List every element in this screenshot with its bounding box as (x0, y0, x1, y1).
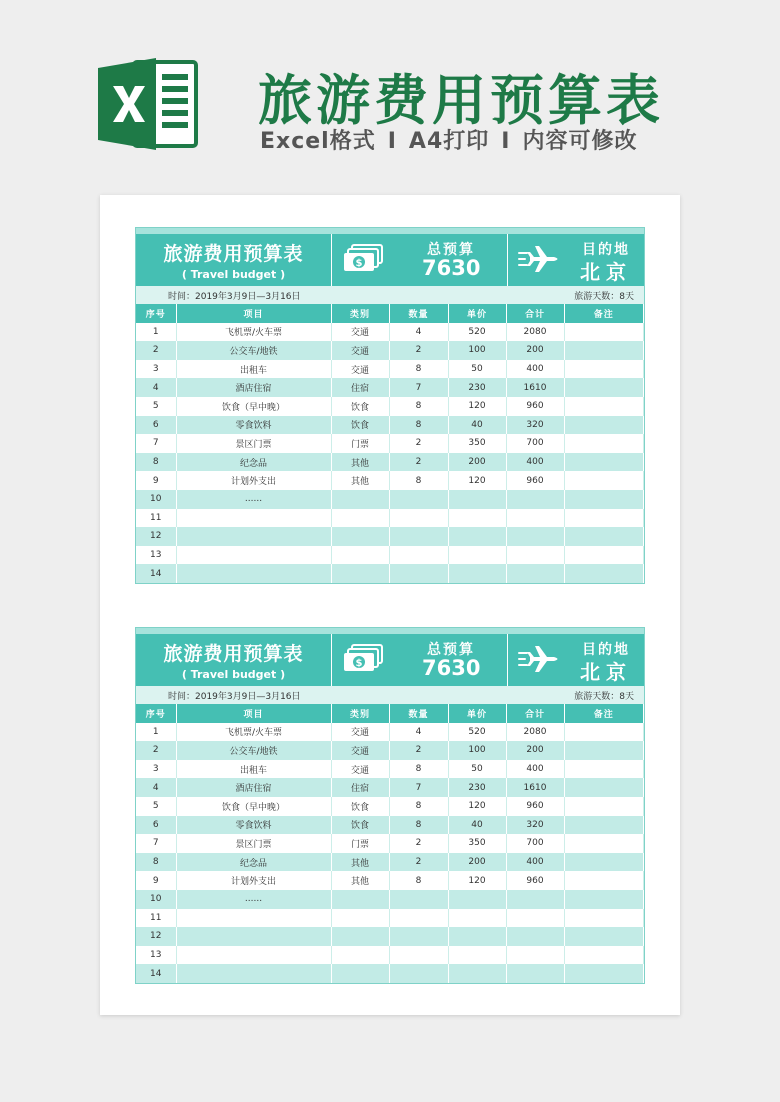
table-cell: 120 (448, 797, 506, 816)
money-icon (342, 244, 384, 274)
col-header: 数量 (389, 704, 448, 723)
table-cell (564, 723, 644, 742)
table-cell: 13 (136, 546, 176, 565)
table-cell: 2 (389, 434, 448, 453)
table-cell (331, 509, 389, 528)
table-cell (506, 564, 564, 583)
table-cell: 门票 (331, 834, 389, 853)
col-header: 类别 (331, 304, 389, 323)
col-header: 序号 (136, 304, 176, 323)
table-cell (564, 564, 644, 583)
table-cell (389, 927, 448, 946)
table-cell: 纪念品 (176, 853, 331, 872)
table-cell: 零食饮料 (176, 816, 331, 835)
table-cell: 交通 (331, 341, 389, 360)
table-cell (448, 490, 506, 509)
table-cell: 其他 (331, 853, 389, 872)
sheet-title-block (136, 234, 332, 286)
destination-value: 北京 (580, 260, 632, 284)
col-header: 合计 (506, 704, 564, 723)
trip-time: 时间：2019年3月9日—3月16日 (168, 691, 301, 702)
table-cell: 4 (389, 323, 448, 342)
table-row (136, 323, 644, 342)
table-row (136, 378, 644, 397)
table-cell: 其他 (331, 471, 389, 490)
table-cell: 酒店住宿 (176, 778, 331, 797)
table-cell: 住宿 (331, 378, 389, 397)
table-cell: 景区门票 (176, 434, 331, 453)
table-body (136, 323, 644, 583)
col-header: 合计 (506, 304, 564, 323)
table-cell (331, 964, 389, 983)
table-cell: 饮食 (331, 797, 389, 816)
table-cell: 2 (389, 741, 448, 760)
destination-block (508, 634, 644, 686)
table-cell: 320 (506, 816, 564, 835)
table-cell: 230 (448, 378, 506, 397)
table-cell (176, 527, 331, 546)
table-row (136, 471, 644, 490)
table-cell: 3 (136, 360, 176, 379)
table-cell: 50 (448, 360, 506, 379)
table-cell: 2 (389, 341, 448, 360)
col-header: 数量 (389, 304, 448, 323)
table-cell (506, 909, 564, 928)
sheet-header (136, 234, 644, 286)
table-cell: 320 (506, 416, 564, 435)
table-cell (564, 760, 644, 779)
table-cell: 7 (136, 834, 176, 853)
table-cell (564, 416, 644, 435)
table-cell (389, 527, 448, 546)
table-cell: 400 (506, 760, 564, 779)
table-cell: 10 (136, 890, 176, 909)
table-cell (331, 546, 389, 565)
banner (0, 0, 780, 190)
table-cell: 7 (389, 378, 448, 397)
table-cell: 350 (448, 834, 506, 853)
table-cell (564, 453, 644, 472)
table-cell (564, 778, 644, 797)
budget-table (136, 304, 644, 583)
subtitle-print: A4打印 (408, 129, 490, 154)
table-cell: 8 (389, 416, 448, 435)
table-cell: 6 (136, 416, 176, 435)
table-row (136, 397, 644, 416)
table-cell: 8 (389, 471, 448, 490)
table-cell: 交通 (331, 360, 389, 379)
info-row (136, 686, 644, 704)
table-cell: 饮食 (331, 416, 389, 435)
table-row (136, 890, 644, 909)
table-row (136, 927, 644, 946)
info-row (136, 286, 644, 304)
table-cell: 520 (448, 323, 506, 342)
table-cell: 11 (136, 909, 176, 928)
table-row (136, 527, 644, 546)
table-cell (506, 546, 564, 565)
table-cell (506, 964, 564, 983)
table-cell: 2080 (506, 723, 564, 742)
sheet-subtitle: ( Travel budget ) (181, 268, 286, 281)
table-cell (176, 546, 331, 565)
table-cell: 230 (448, 778, 506, 797)
table-cell (389, 909, 448, 928)
budget-value: 7630 (422, 256, 481, 280)
table-cell (564, 927, 644, 946)
table-cell (564, 741, 644, 760)
table-cell: 饮食 (331, 397, 389, 416)
table-cell (448, 964, 506, 983)
table-cell: 5 (136, 797, 176, 816)
table-cell: 40 (448, 416, 506, 435)
table-cell: 公交车/地铁 (176, 341, 331, 360)
table-cell: 13 (136, 946, 176, 965)
table-cell: 700 (506, 834, 564, 853)
table-cell: 4 (136, 778, 176, 797)
table-row (136, 434, 644, 453)
table-row (136, 360, 644, 379)
budget-value: 7630 (422, 656, 481, 680)
table-row (136, 509, 644, 528)
table-cell (331, 527, 389, 546)
table-body (136, 723, 644, 983)
table-cell: 其他 (331, 871, 389, 890)
table-row (136, 546, 644, 565)
table-cell (389, 890, 448, 909)
table-cell (564, 964, 644, 983)
table-cell: 2 (389, 834, 448, 853)
table-cell: 350 (448, 434, 506, 453)
sheet-subtitle: ( Travel budget ) (181, 668, 286, 681)
budget-label: 总预算 (427, 242, 475, 258)
money-icon (342, 644, 384, 674)
table-cell: 1610 (506, 778, 564, 797)
table-cell: 交通 (331, 760, 389, 779)
table-cell (176, 909, 331, 928)
table-cell: 饮食 (331, 816, 389, 835)
table-cell (448, 546, 506, 565)
col-header: 项目 (176, 304, 331, 323)
table-row (136, 909, 644, 928)
table-cell: 5 (136, 397, 176, 416)
table-cell (448, 509, 506, 528)
table-cell (564, 360, 644, 379)
table-cell: 饮食（早中晚） (176, 797, 331, 816)
table-cell: 纪念品 (176, 453, 331, 472)
table-cell: 2 (389, 853, 448, 872)
table-row (136, 760, 644, 779)
table-row (136, 853, 644, 872)
table-cell: 8 (389, 816, 448, 835)
table-cell (176, 564, 331, 583)
table-cell (389, 564, 448, 583)
table-cell: 7 (136, 434, 176, 453)
budget-table (136, 704, 644, 983)
table-cell: 飞机票/火车票 (176, 723, 331, 742)
table-cell: 8 (389, 797, 448, 816)
table-row (136, 871, 644, 890)
table-cell: 计划外支出 (176, 471, 331, 490)
table-cell: 交通 (331, 323, 389, 342)
table-cell: 公交车/地铁 (176, 741, 331, 760)
table-row (136, 564, 644, 583)
table-cell: 景区门票 (176, 834, 331, 853)
table-cell (448, 527, 506, 546)
destination-label: 目的地 (582, 242, 630, 258)
sheet-title: 旅游费用预算表 (163, 243, 304, 265)
table-cell (506, 927, 564, 946)
table-cell (448, 946, 506, 965)
svg-text:$: $ (355, 258, 363, 269)
table-cell: 100 (448, 341, 506, 360)
table-cell: 12 (136, 527, 176, 546)
table-cell: 8 (389, 871, 448, 890)
col-header: 单价 (448, 704, 506, 723)
table-cell: 1 (136, 323, 176, 342)
table-cell: 14 (136, 964, 176, 983)
table-cell: 1 (136, 723, 176, 742)
table-cell: 9 (136, 471, 176, 490)
table-cell: 960 (506, 397, 564, 416)
table-cell: 120 (448, 471, 506, 490)
budget-label: 总预算 (427, 642, 475, 658)
table-cell: 200 (448, 853, 506, 872)
sheet-title: 旅游费用预算表 (163, 643, 304, 665)
table-cell (506, 490, 564, 509)
table-cell: 其他 (331, 453, 389, 472)
subtitle-separator: I (501, 129, 511, 154)
table-cell: 2 (389, 453, 448, 472)
table-cell (564, 341, 644, 360)
table-row (136, 453, 644, 472)
table-header-row (136, 704, 644, 723)
budget-sheet (135, 627, 645, 984)
table-cell: 交通 (331, 723, 389, 742)
sheet-header (136, 634, 644, 686)
col-header: 单价 (448, 304, 506, 323)
table-cell (389, 946, 448, 965)
budget-block (332, 234, 508, 286)
table-cell: 14 (136, 564, 176, 583)
table-cell: 8 (389, 760, 448, 779)
table-cell: 出租车 (176, 760, 331, 779)
budget-sheet (135, 227, 645, 584)
table-header-row (136, 304, 644, 323)
table-cell (506, 509, 564, 528)
table-cell: 7 (389, 778, 448, 797)
col-header: 备注 (564, 704, 644, 723)
table-cell (506, 527, 564, 546)
table-cell (176, 509, 331, 528)
table-cell (506, 890, 564, 909)
svg-text:$: $ (355, 658, 363, 669)
table-cell: 1610 (506, 378, 564, 397)
table-cell (331, 909, 389, 928)
sheet-title-block (136, 634, 332, 686)
table-row (136, 816, 644, 835)
table-cell: 50 (448, 760, 506, 779)
table-cell: 8 (136, 853, 176, 872)
table-cell: ...... (176, 890, 331, 909)
table-cell (331, 946, 389, 965)
table-cell (564, 490, 644, 509)
subtitle-editable: 内容可修改 (522, 129, 638, 154)
table-cell (389, 964, 448, 983)
table-cell: 400 (506, 360, 564, 379)
table-cell: 零食饮料 (176, 416, 331, 435)
table-cell: 40 (448, 816, 506, 835)
table-row (136, 778, 644, 797)
table-row (136, 741, 644, 760)
table-cell (448, 564, 506, 583)
table-cell: 10 (136, 490, 176, 509)
table-cell (389, 509, 448, 528)
table-cell (564, 816, 644, 835)
trip-days: 旅游天数：8天 (574, 691, 634, 702)
table-cell (564, 546, 644, 565)
destination-label: 目的地 (582, 642, 630, 658)
table-cell (448, 927, 506, 946)
table-cell (331, 564, 389, 583)
table-cell (564, 946, 644, 965)
table-cell (448, 909, 506, 928)
trip-time: 时间：2019年3月9日—3月16日 (168, 291, 301, 302)
table-cell: 200 (506, 341, 564, 360)
table-cell: 出租车 (176, 360, 331, 379)
table-cell: 700 (506, 434, 564, 453)
table-cell: 8 (389, 360, 448, 379)
table-cell: 120 (448, 397, 506, 416)
table-cell: 4 (136, 378, 176, 397)
table-cell (564, 323, 644, 342)
table-cell (564, 527, 644, 546)
page-title: 旅游费用预算表 (258, 69, 664, 132)
table-cell: 200 (448, 453, 506, 472)
col-header: 类别 (331, 704, 389, 723)
table-cell (564, 378, 644, 397)
table-cell: 饮食（早中晚） (176, 397, 331, 416)
table-cell: 520 (448, 723, 506, 742)
table-cell (564, 871, 644, 890)
table-cell: 住宿 (331, 778, 389, 797)
excel-icon (98, 56, 202, 152)
destination-value: 北京 (580, 660, 632, 684)
subtitle-separator: I (387, 129, 397, 154)
table-row (136, 416, 644, 435)
col-header: 备注 (564, 304, 644, 323)
table-cell: 11 (136, 509, 176, 528)
trip-days: 旅游天数：8天 (574, 291, 634, 302)
table-row (136, 946, 644, 965)
col-header: 项目 (176, 704, 331, 723)
table-cell: 3 (136, 760, 176, 779)
table-cell: 960 (506, 471, 564, 490)
document-page (100, 195, 680, 1015)
table-cell: 6 (136, 816, 176, 835)
table-cell: 12 (136, 927, 176, 946)
table-cell (331, 490, 389, 509)
table-cell (448, 890, 506, 909)
table-cell: 400 (506, 853, 564, 872)
table-cell: 8 (389, 397, 448, 416)
table-cell: 960 (506, 871, 564, 890)
table-cell: 酒店住宿 (176, 378, 331, 397)
table-cell: ...... (176, 490, 331, 509)
destination-block (508, 234, 644, 286)
col-header: 序号 (136, 704, 176, 723)
table-cell (389, 490, 448, 509)
table-cell (389, 546, 448, 565)
airplane-icon (518, 644, 562, 674)
table-cell (331, 890, 389, 909)
table-cell: 交通 (331, 741, 389, 760)
table-cell: 2080 (506, 323, 564, 342)
table-row (136, 964, 644, 983)
table-cell: 8 (136, 453, 176, 472)
table-cell (564, 834, 644, 853)
table-row (136, 490, 644, 509)
table-cell: 9 (136, 871, 176, 890)
table-cell: 2 (136, 341, 176, 360)
table-cell (564, 890, 644, 909)
table-row (136, 723, 644, 742)
table-cell (564, 797, 644, 816)
table-cell: 4 (389, 723, 448, 742)
table-cell (176, 964, 331, 983)
table-cell: 100 (448, 741, 506, 760)
table-cell: 门票 (331, 434, 389, 453)
table-cell (176, 927, 331, 946)
table-cell (176, 946, 331, 965)
table-cell: 400 (506, 453, 564, 472)
table-cell (331, 927, 389, 946)
table-cell: 960 (506, 797, 564, 816)
airplane-icon (518, 244, 562, 274)
table-cell (564, 909, 644, 928)
table-cell (564, 434, 644, 453)
table-cell: 120 (448, 871, 506, 890)
table-cell: 飞机票/火车票 (176, 323, 331, 342)
table-cell: 200 (506, 741, 564, 760)
table-cell: 2 (136, 741, 176, 760)
table-cell (564, 509, 644, 528)
table-row (136, 341, 644, 360)
table-row (136, 834, 644, 853)
table-cell (506, 946, 564, 965)
budget-block (332, 634, 508, 686)
table-cell (564, 471, 644, 490)
subtitle-format: Excel格式 (260, 129, 376, 154)
table-row (136, 797, 644, 816)
table-cell (564, 853, 644, 872)
table-cell: 计划外支出 (176, 871, 331, 890)
page-subtitle (260, 124, 637, 155)
table-cell (564, 397, 644, 416)
